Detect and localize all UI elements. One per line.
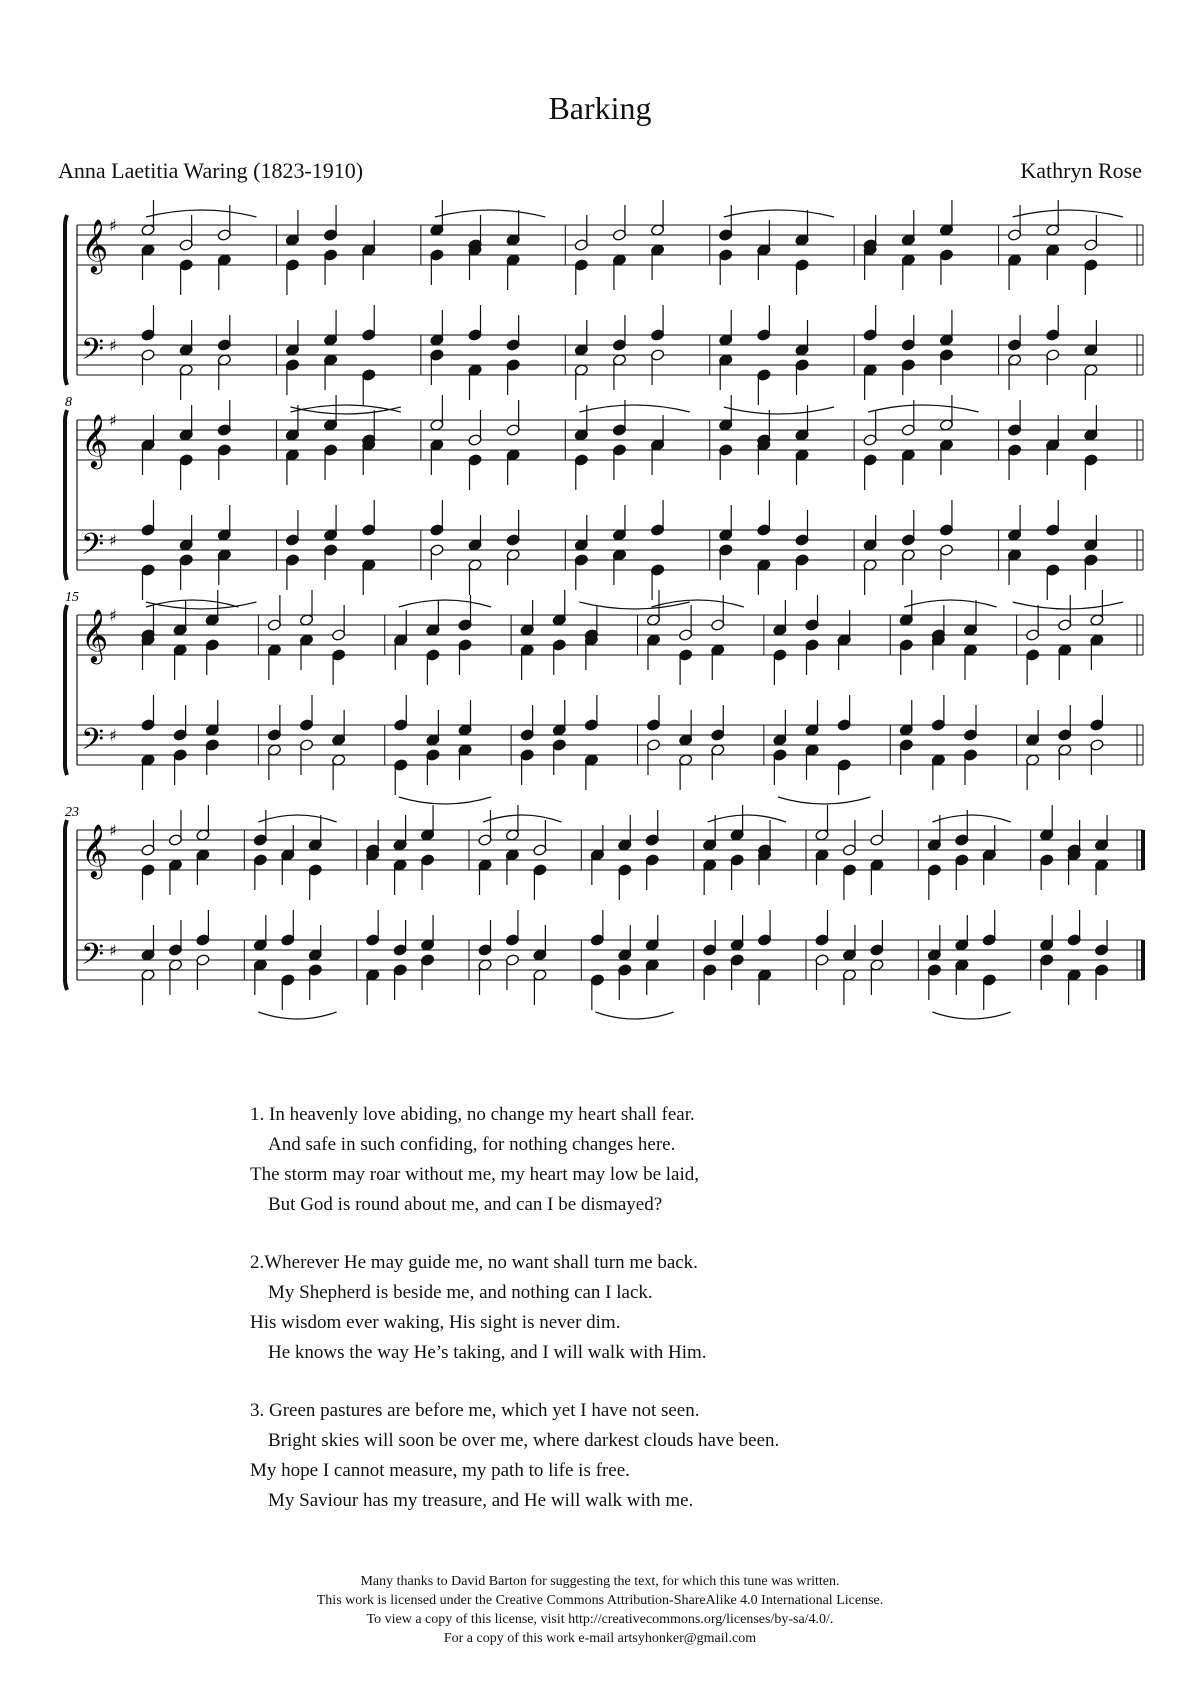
verse-line: My Saviour has my treasure, and He will walk with me. <box>268 1490 694 1511</box>
measure-number: 8 <box>65 395 72 410</box>
slur <box>399 797 491 804</box>
slur <box>724 407 834 414</box>
sharp-icon: ♯ <box>109 726 117 745</box>
footer-line: To view a copy of this license, visit http://creativecommons.org/licenses/by-sa/4.0/. <box>366 1612 834 1627</box>
slur <box>258 1012 336 1019</box>
verse-line: But God is round about me, and can I be dismayed? <box>268 1194 663 1215</box>
verse-3 <box>250 1396 1010 1516</box>
slur <box>778 797 870 804</box>
verse-line: Bright skies will soon be over me, where darkest clouds have been. <box>268 1430 780 1451</box>
bass-clef-icon: 𝄢 <box>81 528 105 569</box>
system-bracket <box>65 215 67 385</box>
verse-line: 2.Wherever He may guide me, no want shall turn me back. <box>250 1252 698 1273</box>
slur <box>1013 602 1123 609</box>
slur <box>904 600 996 607</box>
system-bracket <box>65 820 67 990</box>
slur <box>483 815 561 822</box>
verse-line: My Shepherd is beside me, and nothing can I lack. <box>268 1282 653 1303</box>
bass-clef-icon: 𝄢 <box>81 938 105 979</box>
footer-line: For a copy of this work e-mail artsyhonker@gmail.com <box>443 1631 757 1646</box>
slur <box>932 815 1010 822</box>
footer-line: Many thanks to David Barton for suggesting the text, for which this tune was written. <box>360 1574 840 1589</box>
slur <box>652 600 744 607</box>
slur <box>579 602 689 609</box>
verse-line: My hope I cannot measure, my path to life is free. <box>250 1460 630 1481</box>
lyricist: Anna Laetitia Waring (1823-1910) <box>58 158 364 183</box>
slur <box>146 210 256 217</box>
system-bracket <box>65 410 67 580</box>
sharp-icon: ♯ <box>109 941 117 960</box>
sharp-icon: ♯ <box>109 216 117 235</box>
composer: Kathryn Rose <box>1020 158 1142 183</box>
slur <box>932 1012 1010 1019</box>
slur <box>258 815 336 822</box>
footer <box>0 1572 1200 1648</box>
bass-clef-icon: 𝄢 <box>81 333 105 374</box>
slur <box>435 210 545 217</box>
slur <box>1013 210 1123 217</box>
verse-line: 3. Green pastures are before me, which yet I have not seen. <box>250 1400 700 1421</box>
treble-clef-icon: 𝄞 <box>81 608 109 662</box>
slur <box>146 600 238 607</box>
measure-number: 15 <box>65 590 79 605</box>
treble-clef-icon: 𝄞 <box>81 823 109 877</box>
verse-line: He knows the way He’s taking, and I will walk with Him. <box>268 1342 707 1363</box>
sharp-icon: ♯ <box>109 821 117 840</box>
measure-number: 23 <box>65 805 79 820</box>
slur <box>868 405 978 412</box>
system-bracket <box>65 605 67 775</box>
verse-line: The storm may roar without me, my heart may low be laid, <box>250 1164 700 1185</box>
sharp-icon: ♯ <box>109 336 117 355</box>
page-title: Barking <box>548 90 652 126</box>
slur <box>708 815 786 822</box>
verse-line: 1. In heavenly love abiding, no change my heart shall fear. <box>250 1104 695 1125</box>
slur <box>399 600 491 607</box>
slur <box>579 405 689 412</box>
bass-clef-icon: 𝄢 <box>81 723 105 764</box>
sharp-icon: ♯ <box>109 531 117 550</box>
sharp-icon: ♯ <box>109 411 117 430</box>
treble-clef-icon: 𝄞 <box>81 218 109 272</box>
sharp-icon: ♯ <box>109 606 117 625</box>
verse-1 <box>250 1100 1010 1220</box>
verse-2 <box>250 1248 1010 1368</box>
footer-line: This work is licensed under the Creative Commons Attribution-ShareAlike 4.0 International License. <box>316 1593 884 1608</box>
verses <box>250 1100 1010 1544</box>
verse-line: And safe in such confiding, for nothing changes here. <box>268 1134 676 1155</box>
slur <box>595 1012 673 1019</box>
slur <box>724 210 834 217</box>
verse-line: His wisdom ever waking, His sight is never dim. <box>250 1312 621 1333</box>
treble-clef-icon: 𝄞 <box>81 413 109 467</box>
